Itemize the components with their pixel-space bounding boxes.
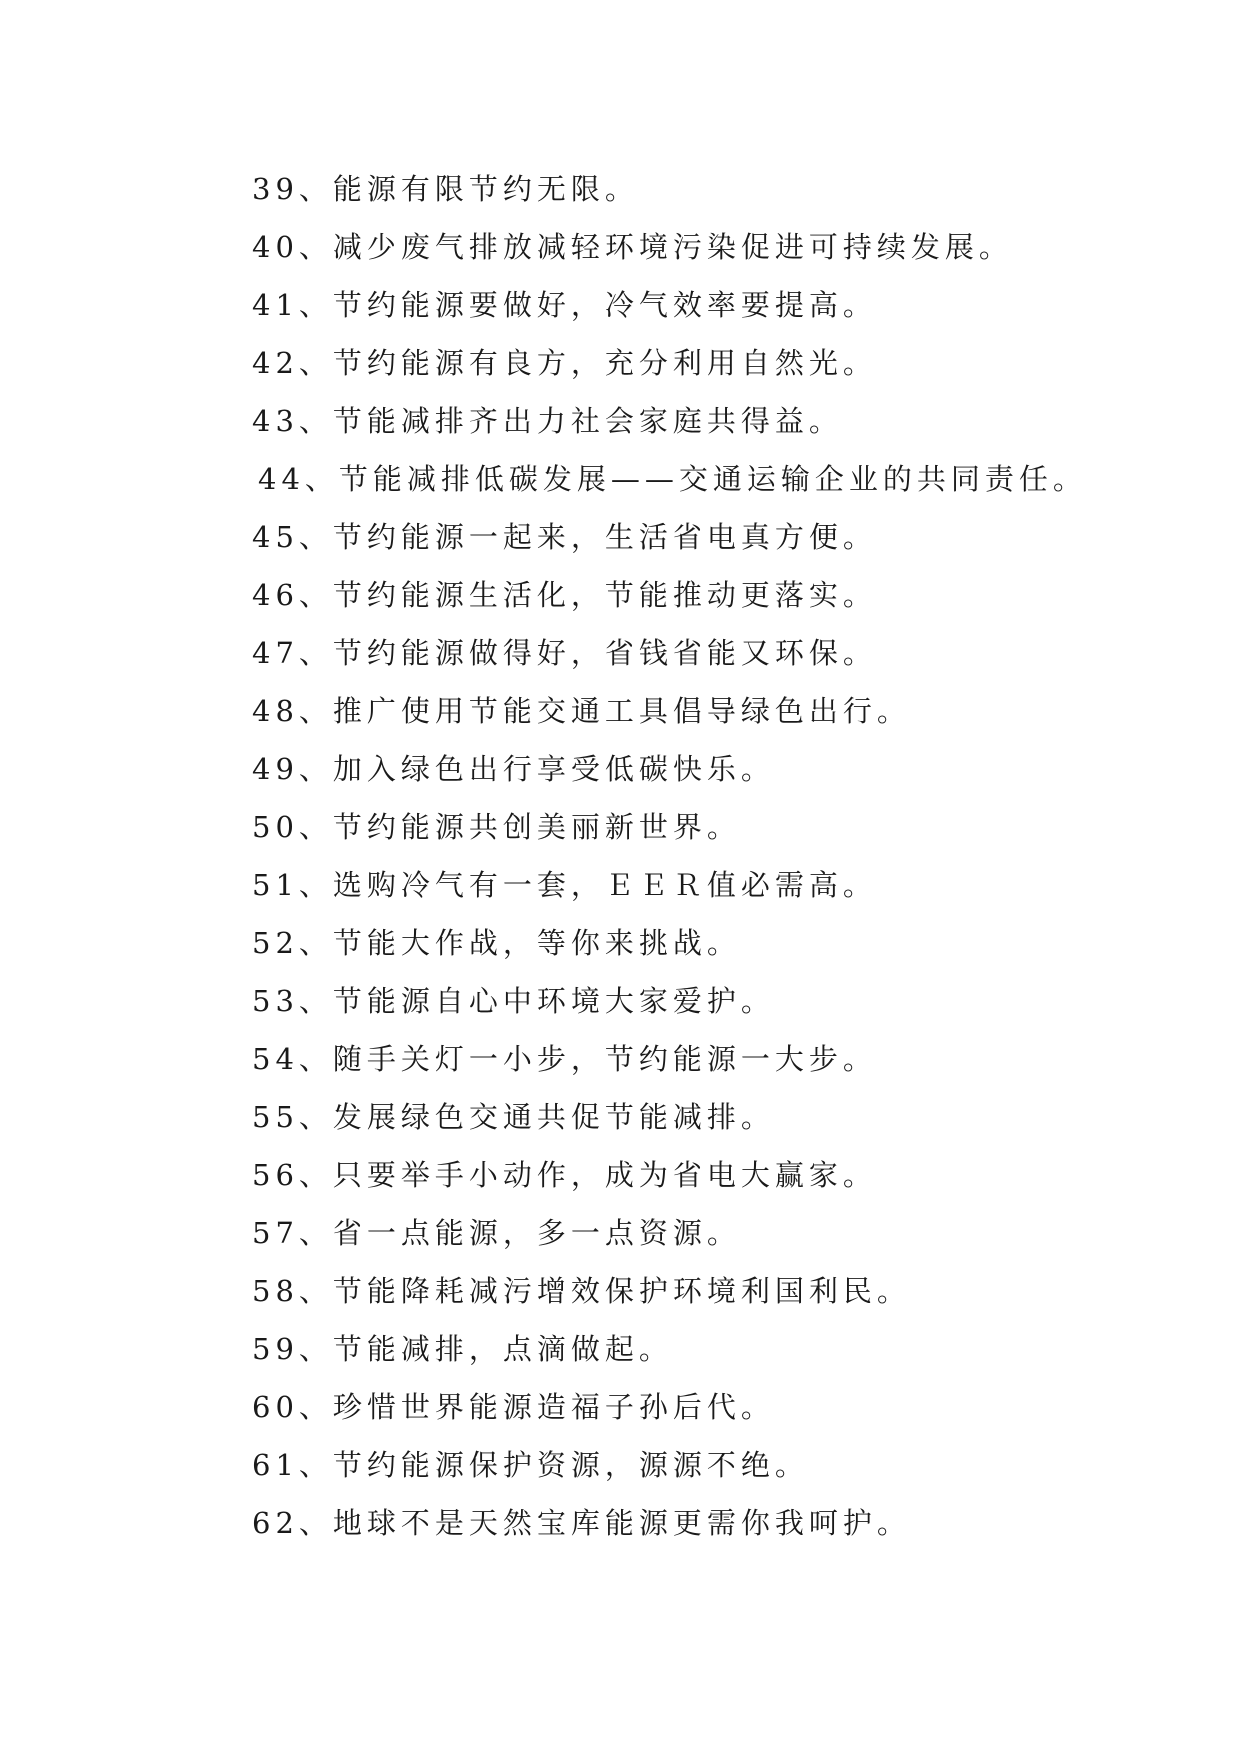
list-item [252,218,1212,276]
list-item [252,1146,1212,1204]
item-text: 只要举手小动作，成为省电大赢家。 [332,1158,877,1192]
item-text: 节能源自心中环境大家爱护。 [332,984,775,1018]
list-item [252,1262,1212,1320]
item-number: 48 [252,694,299,728]
item-separator: 、 [298,752,333,786]
item-text: 选购冷气有一套，ＥＥＲ值必需高。 [332,868,877,902]
item-number: 40 [252,230,299,264]
list-item [252,798,1212,856]
item-number: 54 [252,1042,299,1076]
item-number: 57 [252,1216,299,1250]
item-number: 50 [252,810,299,844]
list-item [252,682,1212,740]
item-separator: 、 [298,984,333,1018]
item-text: 节约能源共创美丽新世界。 [332,810,741,844]
item-separator: 、 [298,172,333,206]
item-text: 随手关灯一小步，节约能源一大步。 [332,1042,877,1076]
item-number: 59 [252,1332,299,1366]
item-number: 44 [258,462,305,496]
item-number: 39 [252,172,299,206]
item-text: 节约能源有良方，充分利用自然光。 [332,346,877,380]
list-item [252,276,1212,334]
item-text: 发展绿色交通共促节能减排。 [332,1100,775,1134]
item-separator: 、 [298,1448,333,1482]
item-separator: 、 [298,1216,333,1250]
item-text: 减少废气排放减轻环境污染促进可持续发展。 [332,230,1013,264]
item-number: 43 [252,404,299,438]
item-text: 加入绿色出行享受低碳快乐。 [332,752,775,786]
item-text: 节能减排，点滴做起。 [332,1332,673,1366]
item-separator: 、 [304,462,339,496]
item-separator: 、 [298,694,333,728]
item-separator: 、 [298,636,333,670]
list-item [252,856,1212,914]
list-item [252,740,1212,798]
item-number: 62 [252,1506,299,1540]
list-item [252,1088,1212,1146]
item-separator: 、 [298,520,333,554]
item-text: 地球不是天然宝库能源更需你我呵护。 [332,1506,911,1540]
list-item [252,450,1212,508]
slogan-list [252,160,1212,1552]
item-separator: 、 [298,1158,333,1192]
item-number: 49 [252,752,299,786]
list-item [252,1320,1212,1378]
item-text: 省一点能源，多一点资源。 [332,1216,741,1250]
item-text: 节约能源要做好，冷气效率要提高。 [332,288,877,322]
item-separator: 、 [298,810,333,844]
item-text: 节能减排齐出力社会家庭共得益。 [332,404,843,438]
item-number: 47 [252,636,299,670]
list-item [252,566,1212,624]
item-number: 53 [252,984,299,1018]
item-separator: 、 [298,1332,333,1366]
item-text: 节能降耗减污增效保护环境利国利民。 [332,1274,911,1308]
list-item [252,508,1212,566]
item-text: 节约能源保护资源，源源不绝。 [332,1448,809,1482]
list-item [252,972,1212,1030]
list-item [252,1378,1212,1436]
item-separator: 、 [298,1100,333,1134]
item-number: 61 [252,1448,299,1482]
list-item [252,624,1212,682]
item-separator: 、 [298,288,333,322]
item-text: 节约能源生活化，节能推动更落实。 [332,578,877,612]
item-text: 节能大作战，等你来挑战。 [332,926,741,960]
item-separator: 、 [298,346,333,380]
list-item [252,1204,1212,1262]
item-number: 46 [252,578,299,612]
item-text: 能源有限节约无限。 [332,172,639,206]
item-number: 58 [252,1274,299,1308]
list-item [252,160,1212,218]
item-number: 51 [252,868,299,902]
item-text: 节能减排低碳发展——交通运输企业的共同责任。 [338,462,1087,496]
item-text: 节约能源一起来，生活省电真方便。 [332,520,877,554]
item-number: 60 [252,1390,299,1424]
list-item [252,392,1212,450]
list-item [252,914,1212,972]
item-separator: 、 [298,404,333,438]
item-separator: 、 [298,578,333,612]
item-number: 56 [252,1158,299,1192]
item-number: 55 [252,1100,299,1134]
item-separator: 、 [298,1042,333,1076]
item-separator: 、 [298,868,333,902]
item-separator: 、 [298,926,333,960]
item-separator: 、 [298,230,333,264]
item-number: 52 [252,926,299,960]
list-item [252,1030,1212,1088]
item-separator: 、 [298,1274,333,1308]
item-number: 42 [252,346,299,380]
list-item [252,1494,1212,1552]
item-number: 45 [252,520,299,554]
item-separator: 、 [298,1390,333,1424]
list-item [252,1436,1212,1494]
item-text: 珍惜世界能源造福子孙后代。 [332,1390,775,1424]
item-number: 41 [252,288,299,322]
list-item [252,334,1212,392]
item-text: 推广使用节能交通工具倡导绿色出行。 [332,694,911,728]
item-text: 节约能源做得好，省钱省能又环保。 [332,636,877,670]
item-separator: 、 [298,1506,333,1540]
